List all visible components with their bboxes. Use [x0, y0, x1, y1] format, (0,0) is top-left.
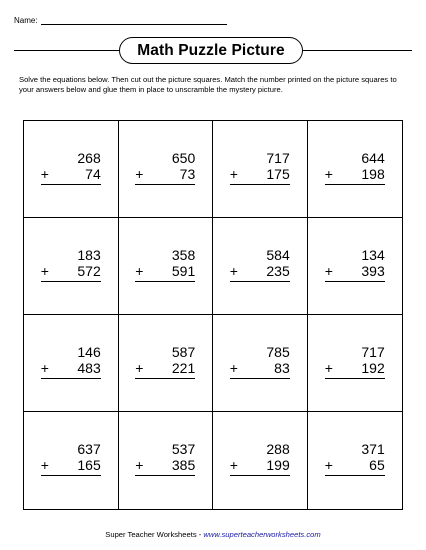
addend-top: 587 — [171, 344, 196, 360]
addend-bottom: 199 — [266, 457, 290, 473]
addend-top: 717 — [361, 344, 385, 360]
addition-problem — [325, 344, 385, 379]
footer — [0, 530, 426, 539]
problem-cell — [213, 121, 308, 218]
addend-top: 785 — [266, 344, 290, 360]
addend-bottom: 385 — [171, 457, 196, 473]
sum-line — [41, 281, 101, 282]
addend-bottom: 175 — [266, 166, 290, 182]
addition-problem — [325, 247, 385, 282]
addend-bottom-row — [325, 263, 385, 279]
addend-bottom-row — [325, 457, 385, 473]
addend-top: 537 — [171, 441, 196, 457]
title-banner — [0, 36, 426, 66]
plus-sign: + — [324, 360, 333, 376]
sum-line — [230, 281, 290, 282]
addend-top: 650 — [171, 150, 196, 166]
footer-text: Super Teacher Worksheets - — [105, 530, 204, 539]
addition-problem — [41, 150, 101, 185]
addend-top: 146 — [77, 344, 101, 360]
sum-line — [41, 475, 101, 476]
problem-cell — [308, 412, 403, 509]
plus-sign: + — [135, 360, 144, 376]
name-line[interactable] — [41, 16, 227, 25]
addend-bottom: 221 — [171, 360, 196, 376]
addend-bottom-row — [135, 457, 195, 473]
instructions: Solve the equations below. Then cut out the picture squares. Match the number printed on the picture squares to your answers below and glue them in place to unscramble the mystery picture. — [19, 75, 397, 95]
addend-bottom-row — [230, 263, 290, 279]
addend-bottom: 393 — [361, 263, 385, 279]
sum-line — [230, 475, 290, 476]
plus-sign: + — [40, 360, 49, 376]
addend-bottom-row — [41, 360, 101, 376]
problem-cell — [213, 412, 308, 509]
addend-bottom-row — [325, 166, 385, 182]
plus-sign: + — [229, 360, 238, 376]
addend-bottom-row — [41, 263, 101, 279]
plus-sign: + — [324, 457, 333, 473]
addition-problem — [135, 441, 195, 476]
addend-top: 183 — [77, 247, 101, 263]
addend-top: 371 — [361, 441, 385, 457]
addend-bottom-row — [230, 166, 290, 182]
addition-problem — [230, 247, 290, 282]
addend-bottom: 591 — [171, 263, 196, 279]
sum-line — [230, 378, 290, 379]
addend-bottom: 165 — [77, 457, 101, 473]
sum-line — [325, 475, 385, 476]
sum-line — [135, 184, 195, 185]
footer-link[interactable]: www.superteacherworksheets.com — [203, 530, 321, 539]
addend-bottom-row — [135, 360, 195, 376]
addend-bottom-row — [230, 457, 290, 473]
addition-problem — [230, 150, 290, 185]
problem-cell — [119, 121, 214, 218]
problem-cell — [308, 121, 403, 218]
sum-line — [41, 378, 101, 379]
addition-problem — [325, 441, 385, 476]
addition-problem — [135, 344, 195, 379]
sum-line — [325, 378, 385, 379]
sum-line — [135, 378, 195, 379]
plus-sign: + — [135, 457, 144, 473]
plus-sign: + — [229, 166, 238, 182]
addend-top: 584 — [266, 247, 290, 263]
addition-problem — [41, 247, 101, 282]
problem-cell — [24, 315, 119, 412]
problem-cell — [213, 315, 308, 412]
addition-problem — [230, 441, 290, 476]
problem-cell — [119, 218, 214, 315]
problem-cell — [308, 218, 403, 315]
addend-bottom-row — [230, 360, 290, 376]
addend-top: 288 — [266, 441, 290, 457]
problem-cell — [213, 218, 308, 315]
name-label: Name: — [14, 16, 38, 25]
problem-grid — [23, 120, 403, 510]
plus-sign: + — [40, 166, 49, 182]
addition-problem — [135, 247, 195, 282]
addend-bottom: 83 — [274, 360, 290, 376]
sum-line — [230, 184, 290, 185]
addition-problem — [41, 344, 101, 379]
plus-sign: + — [229, 457, 238, 473]
addend-bottom: 235 — [266, 263, 290, 279]
addend-top: 644 — [361, 150, 385, 166]
plus-sign: + — [229, 263, 238, 279]
problem-cell — [24, 412, 119, 509]
addition-problem — [135, 150, 195, 185]
plus-sign: + — [135, 263, 144, 279]
problem-cell — [308, 315, 403, 412]
sum-line — [325, 281, 385, 282]
addend-top: 717 — [266, 150, 290, 166]
addend-bottom: 483 — [77, 360, 101, 376]
addend-top: 358 — [171, 247, 196, 263]
addend-bottom: 73 — [179, 166, 196, 182]
addend-bottom: 65 — [369, 457, 385, 473]
problem-cell — [24, 121, 119, 218]
sum-line — [135, 281, 195, 282]
addend-top: 134 — [361, 247, 385, 263]
addition-problem — [325, 150, 385, 185]
sum-line — [135, 475, 195, 476]
plus-sign: + — [40, 263, 49, 279]
addend-bottom: 192 — [361, 360, 385, 376]
addend-bottom-row — [135, 263, 195, 279]
problem-cell — [119, 315, 214, 412]
page-title: Math Puzzle Picture — [119, 37, 303, 64]
addend-bottom: 198 — [361, 166, 385, 182]
name-field — [14, 16, 227, 25]
addend-bottom-row — [41, 457, 101, 473]
addend-top: 268 — [77, 150, 101, 166]
addend-bottom-row — [41, 166, 101, 182]
plus-sign: + — [324, 166, 333, 182]
problem-cell — [119, 412, 214, 509]
addition-problem — [41, 441, 101, 476]
sum-line — [325, 184, 385, 185]
addend-bottom: 74 — [85, 166, 101, 182]
addend-bottom: 572 — [77, 263, 101, 279]
addend-bottom-row — [135, 166, 195, 182]
addition-problem — [230, 344, 290, 379]
addend-top: 637 — [77, 441, 101, 457]
addend-bottom-row — [325, 360, 385, 376]
plus-sign: + — [40, 457, 49, 473]
plus-sign: + — [135, 166, 144, 182]
problem-cell — [24, 218, 119, 315]
sum-line — [41, 184, 101, 185]
plus-sign: + — [324, 263, 333, 279]
